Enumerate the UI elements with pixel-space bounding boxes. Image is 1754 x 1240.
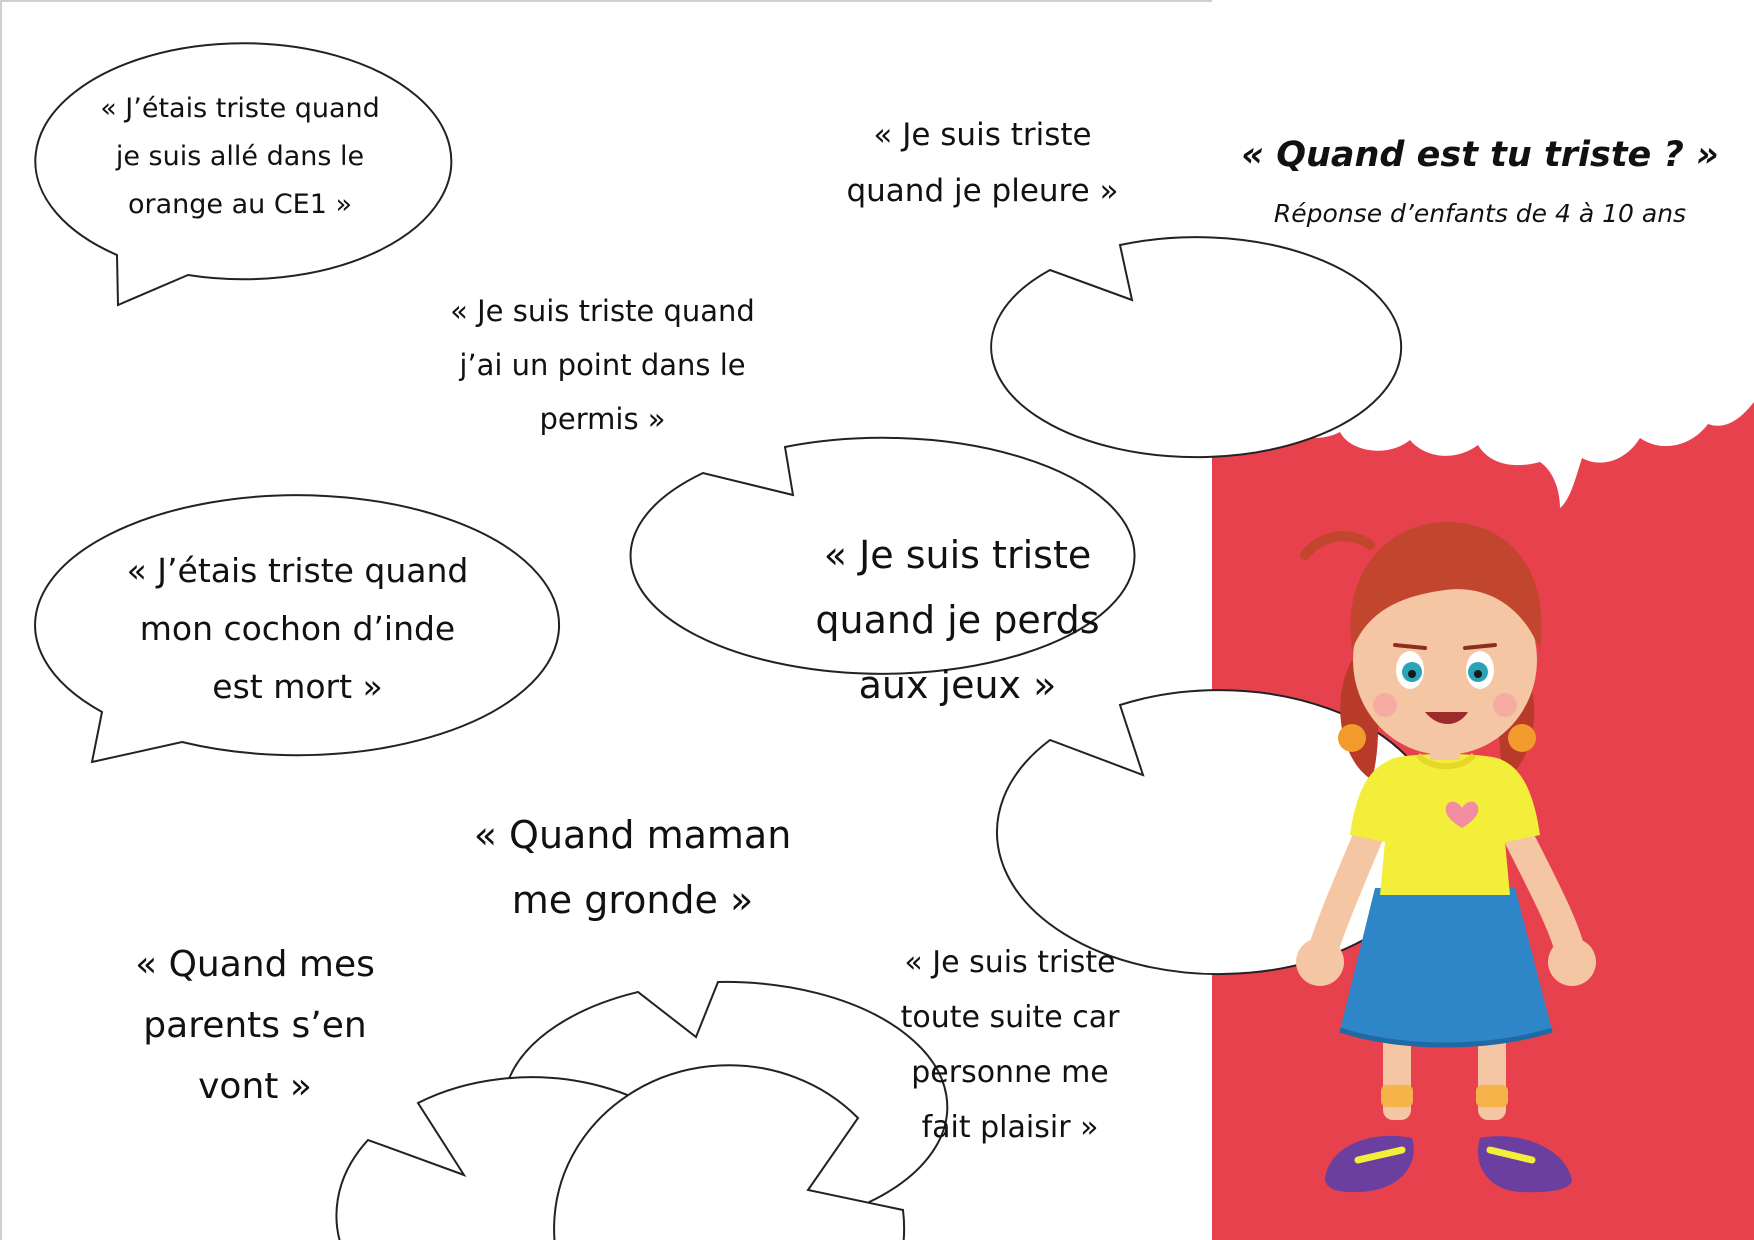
- bubble-4-text: « J’étais triste quand mon cochon d’inde est mort »: [126, 551, 469, 706]
- bubble-3-text: « Je suis triste quand j’ai un point dans le permis »: [450, 294, 755, 436]
- page-title: « Quand est tu triste ? »: [1241, 135, 1719, 175]
- bubble-1-text: « J’étais triste quand je suis allé dans le orange au CE1 »: [100, 93, 380, 220]
- bubble-7-text: « Quand mes parents s’en vont »: [135, 943, 375, 1107]
- bubble-8-text: « Je suis triste toute suite car personne me fait plaisir »: [900, 945, 1120, 1145]
- page-subtitle: Réponse d’enfants de 4 à 10 ans: [1273, 199, 1687, 228]
- bubble-6-text: « Quand maman me gronde »: [473, 812, 792, 922]
- bubble-5-text: « Je suis triste quand je perds aux jeux »: [815, 532, 1100, 707]
- speech-bubble-2: [991, 237, 1401, 457]
- bubble-2-text: « Je suis triste quand je pleure »: [846, 116, 1119, 209]
